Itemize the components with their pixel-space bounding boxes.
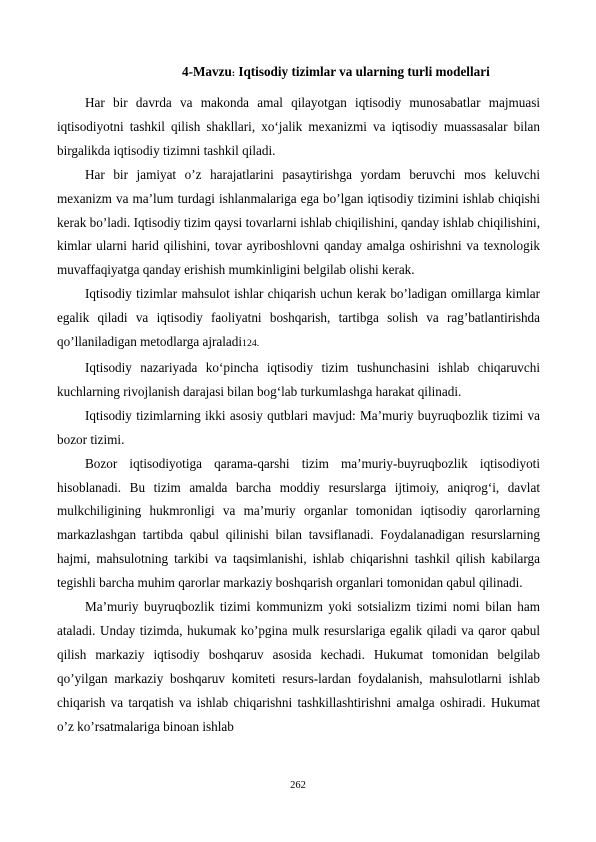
- paragraph-4: Iqtisodiy nazariyada ko‘pincha iqtisodiy tizim tushunchasini ishlab chiqaruvchi kuchlarning rivojlanish darajasi bilan bog‘lab turkumlashga harakat qilinadi.: [57, 359, 540, 399]
- section-heading: [57, 62, 540, 84]
- paragraph-5: Iqtisodiy tizimlarning ikki asosiy qutblari mavjud: Ma’muriy buyruqbozlik tizimi va bozor tizimi.: [57, 407, 540, 447]
- paragraph-3-text: Iqtisodiy tizimlar mahsulot ishlar chiqarish uchun kerak bo’ladigan omillarga kimlar egalik qiladi va iqtisodiy faoliyatni boshqarish, tartibga solish va rag’batlantirishda qo’llaniladigan metodlarga ajraladi: [57, 286, 540, 350]
- paragraph-2: Har bir jamiyat o’z harajatlarini pasaytirishga yordam beruvchi mos keluvchi mexanizm va ma’lum turdagi ishlanmalariga ega bo’lgan iqtisodiy tizimini ishlab chiqishi kerak bo’ladi. Iqtisodiy tizim qaysi tovarlarni ishlab chiqilishini, qanday ishlab chiqilishini, kimlar ularni harid qilishini, tovar ayriboshlovni qanday amalga oshirishni va texnologik muvaffaqiyatga qanday erishish mumkinligini belgilab olishi kerak.: [57, 166, 540, 278]
- paragraph-1: Har bir davrda va makonda amal qilayotgan iqtisodiy munosabatlar majmuasi iqtisodiyotni tashkil qilish shakllari, xo‘jalik mexanizmi va iqtisodiy muassasalar bilan birgalikda iqtisodiy tizimni tashkil qiladi.: [57, 95, 540, 158]
- heading-colon: :: [231, 68, 236, 79]
- paragraph-6: Bozor iqtisodiyotiga qarama-qarshi tizim ma’muriy-buyruqbozlik iqtisodiyoti hisoblanadi. Bu tizim amalda barcha moddiy resurslarga ijtimoiy, aniqrog‘i, davlat mulkchiligining hukmronligi va ma’muriy organlar tomonidan iqtisodiy qarorlarning markazlashgan tartibda qabul qilinishi bilan tavsiflanadi. Foydalanadigan resurslarning hajmi, mahsulotning tarkibi va taqsimlanishi, ishlab chiqarishni tashkil qilish kabilarga tegishli barcha muhim qarorlar markaziy boshqarish organlari tomonidan qabul qilinadi.: [57, 455, 540, 591]
- footnote-reference[interactable]: 124.: [242, 338, 260, 350]
- page-number: 262: [290, 780, 306, 791]
- paragraph-3: [57, 282, 540, 356]
- document-page: [57, 62, 540, 738]
- heading-text: Iqtisodiy tizimlar va ularning turli modellari: [235, 64, 490, 79]
- heading-prefix: 4-Mavzu: [182, 64, 232, 79]
- paragraph-7: Ma’muriy buyruqbozlik tizimi kommunizm yoki sotsializm tizimi nomi bilan ham ataladi. Unday tizimda, hukumak ko’pgina mulk resurslariga egalik qiladi va qaror qabul qilish markaziy iqtisodiy boshqaruv asosida kechadi. Hukumat tomonidan belgilab qo’yilgan markaziy boshqaruv komiteti resurs-lardan foydalanish, mahsulotlarni ishlab chiqarish va tarqatish va ishlab chiqarishni tashkillashtirishni amalga oshiradi. Hukumat o’z ko’rsatmalariga binoan ishlab: [57, 599, 540, 734]
